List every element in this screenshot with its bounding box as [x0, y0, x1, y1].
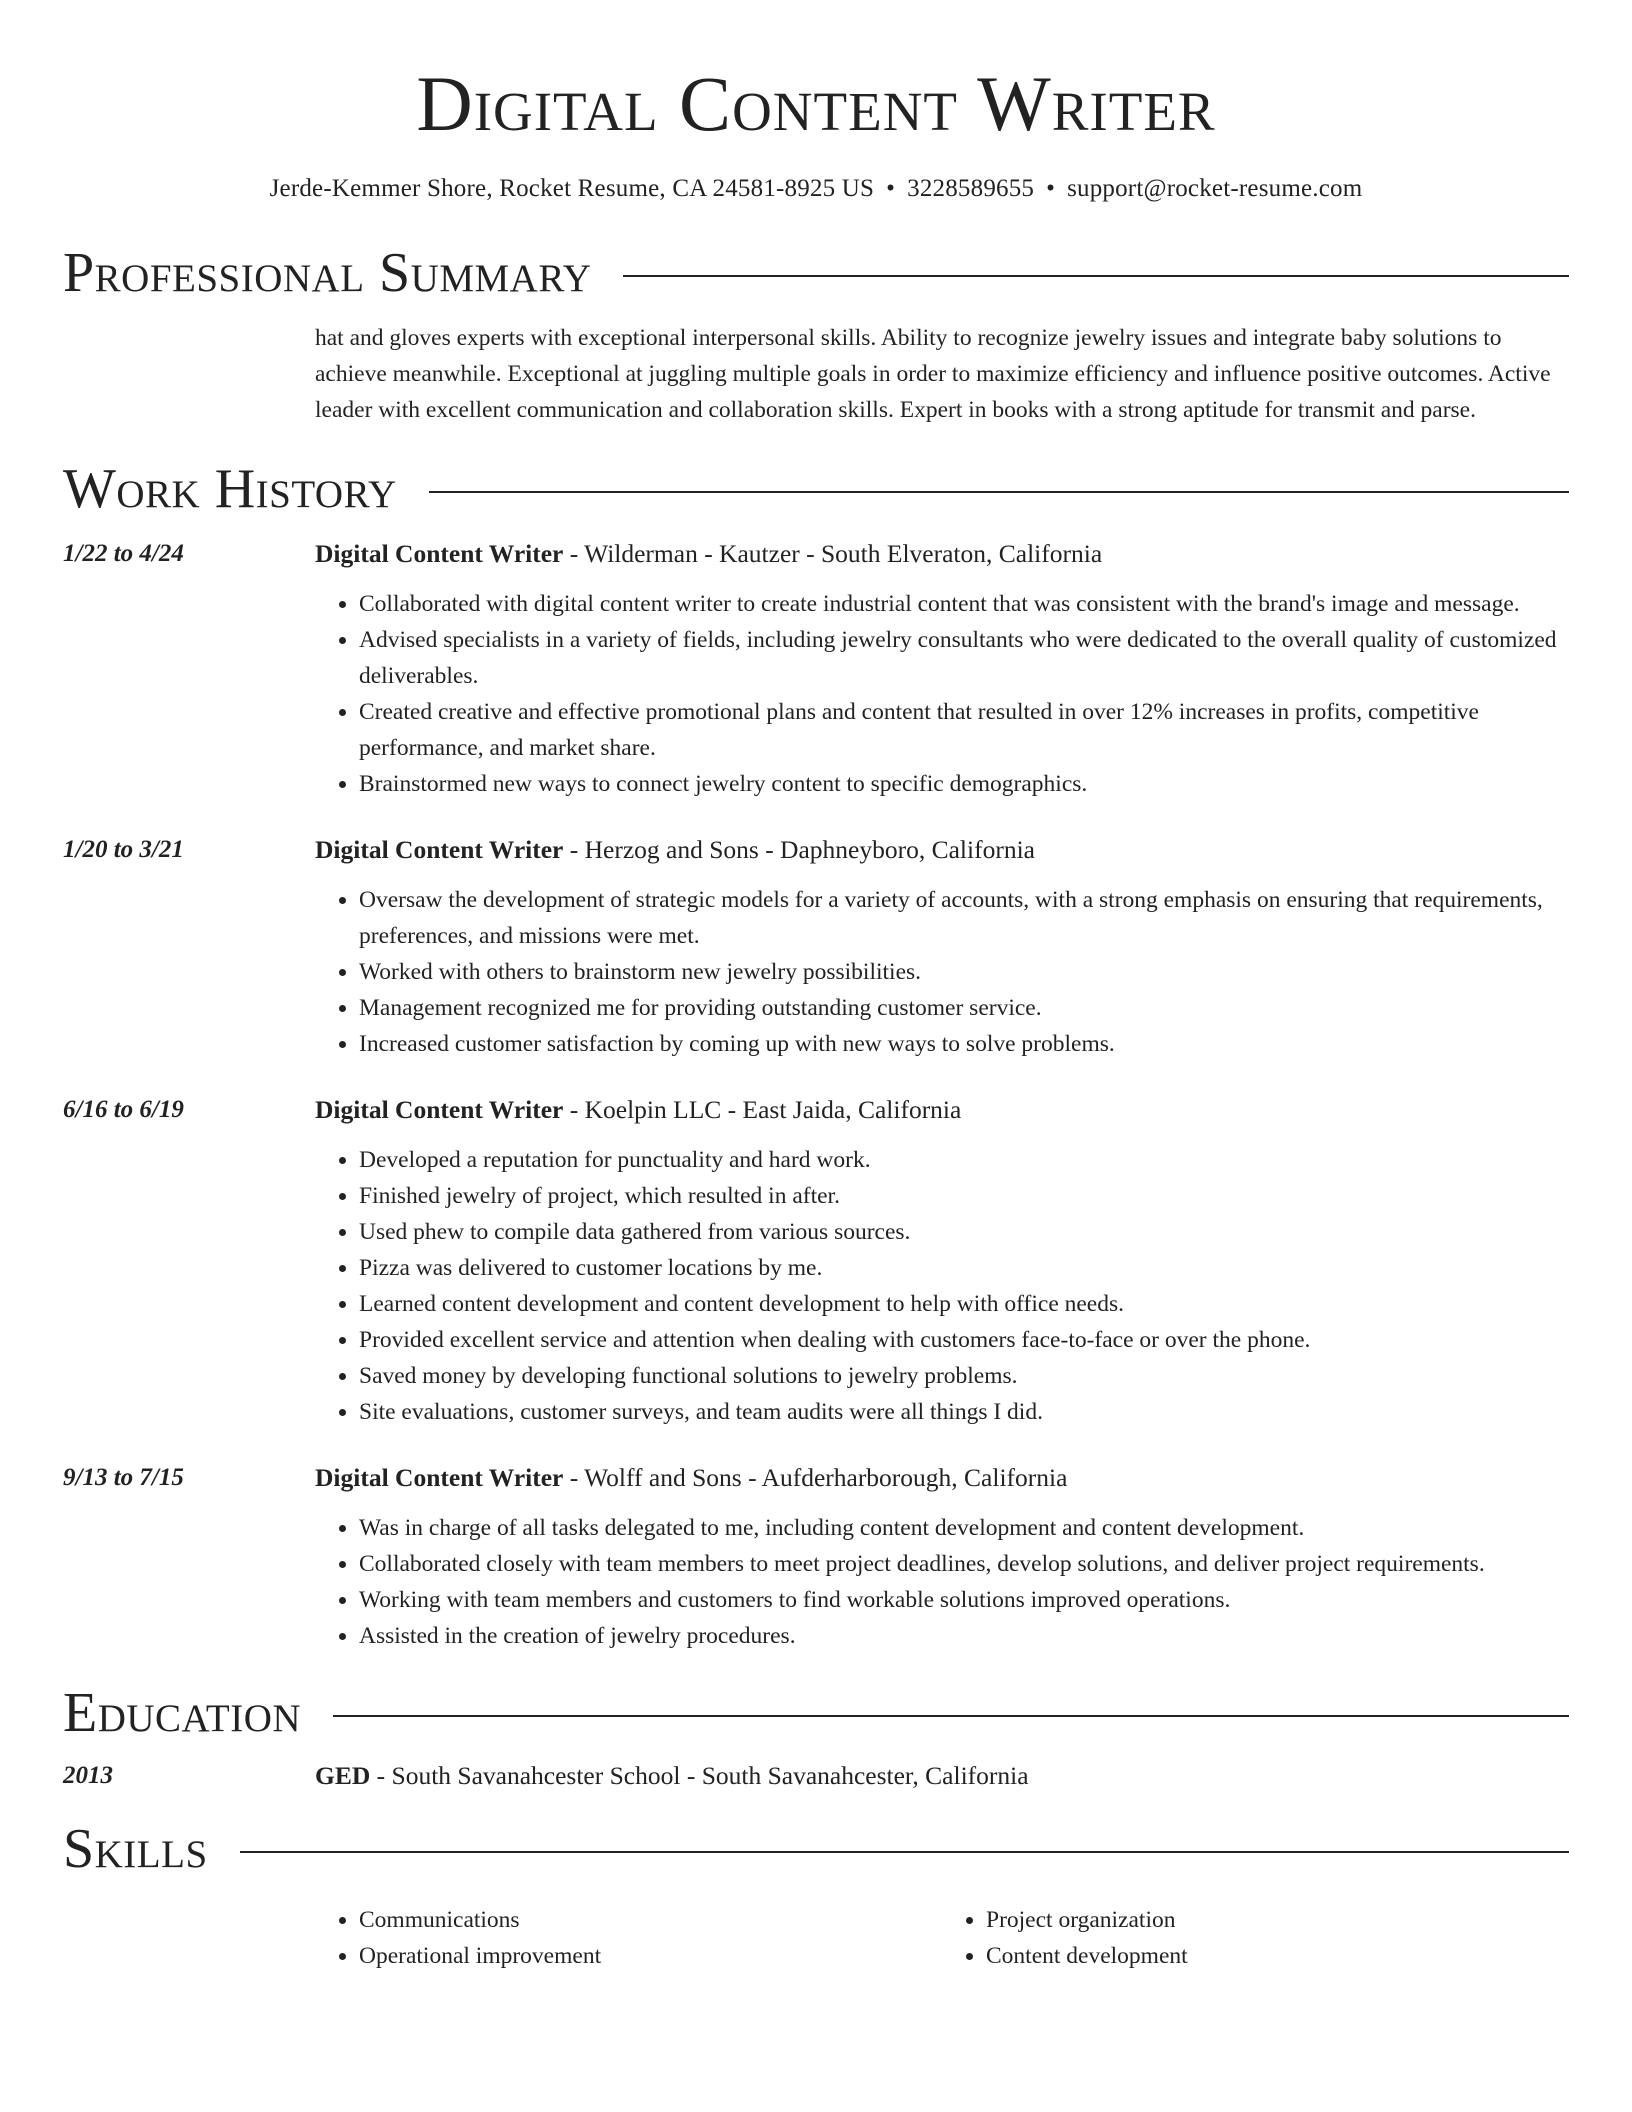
contact-separator: • [1046, 175, 1056, 202]
education-degree: GED [315, 1761, 371, 1790]
list-item: • Management recognized me for providing outstanding customer service. [359, 990, 1569, 1026]
skill-item: • Communications [359, 1902, 942, 1938]
section-divider [240, 1851, 1569, 1853]
job-bullets [315, 586, 1569, 802]
job-bullets [315, 1510, 1569, 1654]
skills-column-left [315, 1902, 942, 1974]
job-details: - Wolff and Sons - Aufderharborough, California [563, 1463, 1068, 1492]
list-item: • Saved money by developing functional solutions to jewelry problems. [359, 1358, 1569, 1394]
section-header-skills [63, 1816, 1569, 1882]
job-dates: 1/22 to 4/24 [63, 540, 184, 567]
job-bullets [315, 882, 1569, 1062]
education-line [315, 1758, 1569, 1794]
education-year: 2013 [63, 1762, 113, 1789]
section-header-summary [63, 240, 1569, 306]
job-entry [63, 536, 1569, 802]
list-item: • Collaborated closely with team members to meet project deadlines, develop solutions, and deliver project requirements. [359, 1546, 1569, 1582]
job-bullets [315, 1142, 1569, 1430]
skill-item: • Project organization [986, 1902, 1569, 1938]
section-header-work-history [63, 456, 1569, 522]
job-title-line [315, 536, 1569, 572]
skills-grid [315, 1902, 1569, 1974]
list-item: • Provided excellent service and attention when dealing with customers face-to-face or over the phone. [359, 1322, 1569, 1358]
section-title-skills: Skills [63, 1818, 208, 1880]
job-dates: 6/16 to 6/19 [63, 1096, 184, 1123]
job-entry [63, 1092, 1569, 1430]
list-item: • Working with team members and customers to find workable solutions improved operations. [359, 1582, 1569, 1618]
job-role: Digital Content Writer [315, 835, 564, 864]
job-title-line [315, 1460, 1569, 1496]
list-item: • Learned content development and content development to help with office needs. [359, 1286, 1569, 1322]
list-item: • Assisted in the creation of jewelry procedures. [359, 1618, 1569, 1654]
job-role: Digital Content Writer [315, 1463, 564, 1492]
contact-separator: • [886, 175, 896, 202]
section-title-summary: Professional Summary [63, 242, 592, 304]
list-item: • Worked with others to brainstorm new jewelry possibilities. [359, 954, 1569, 990]
job-entry [63, 832, 1569, 1062]
contact-phone: 3228589655 [907, 175, 1035, 202]
list-item: • Oversaw the development of strategic models for a variety of accounts, with a strong emphasis on ensuring that requirements, preferences, and missions were met. [359, 882, 1569, 954]
job-details: - Wilderman - Kautzer - South Elveraton, California [563, 539, 1103, 568]
list-item: • Site evaluations, customer surveys, and team audits were all things I did. [359, 1394, 1569, 1430]
job-dates: 1/20 to 3/21 [63, 836, 184, 863]
resume-title: Digital Content Writer [416, 60, 1216, 147]
job-entry [63, 1460, 1569, 1654]
education-entry [63, 1758, 1569, 1794]
section-title-work-history: Work History [63, 458, 397, 520]
job-details: - Koelpin LLC - East Jaida, California [563, 1095, 962, 1124]
summary-text: hat and gloves experts with exceptional interpersonal skills. Ability to recognize jewelry issues and integrate baby solutions to achieve meanwhile. Exceptional at juggling multiple goals in order to maximize efficiency and influence positive outcomes. Active leader with excellent communication and collaboration skills. Expert in books with a strong aptitude for transmit and parse. [315, 325, 1551, 423]
section-title-education: Education [63, 1682, 302, 1744]
job-details: - Herzog and Sons - Daphneyboro, California [563, 835, 1035, 864]
list-item: • Used phew to compile data gathered from various sources. [359, 1214, 1569, 1250]
skill-item: • Content development [986, 1938, 1569, 1974]
list-item: • Pizza was delivered to customer locations by me. [359, 1250, 1569, 1286]
skill-item: • Operational improvement [359, 1938, 942, 1974]
work-history-list [63, 536, 1569, 1654]
skills-column-right [942, 1902, 1569, 1974]
section-header-education [63, 1680, 1569, 1746]
contact-line [63, 172, 1569, 206]
job-role: Digital Content Writer [315, 539, 564, 568]
list-item: • Developed a reputation for punctuality and hard work. [359, 1142, 1569, 1178]
section-divider [623, 275, 1569, 277]
job-title-line [315, 1092, 1569, 1128]
list-item: • Collaborated with digital content writer to create industrial content that was consistent with the brand's image and message. [359, 586, 1569, 622]
contact-address: Jerde-Kemmer Shore, Rocket Resume, CA 24581-8925 US [269, 175, 875, 202]
list-item: • Created creative and effective promotional plans and content that resulted in over 12% increases in profits, competitive performance, and market share. [359, 694, 1569, 766]
education-details: - South Savanahcester School - South Savanahcester, California [370, 1761, 1029, 1790]
list-item: • Was in charge of all tasks delegated to me, including content development and content development. [359, 1510, 1569, 1546]
job-dates: 9/13 to 7/15 [63, 1464, 184, 1491]
job-role: Digital Content Writer [315, 1095, 564, 1124]
list-item: • Advised specialists in a variety of fields, including jewelry consultants who were dedicated to the overall quality of customized deliverables. [359, 622, 1569, 694]
list-item: • Increased customer satisfaction by coming up with new ways to solve problems. [359, 1026, 1569, 1062]
section-divider [333, 1715, 1569, 1717]
contact-email[interactable]: support@rocket-resume.com [1067, 175, 1363, 202]
list-item: • Finished jewelry of project, which resulted in after. [359, 1178, 1569, 1214]
job-title-line [315, 832, 1569, 868]
section-divider [429, 491, 1569, 493]
list-item: • Brainstormed new ways to connect jewelry content to specific demographics. [359, 766, 1569, 802]
